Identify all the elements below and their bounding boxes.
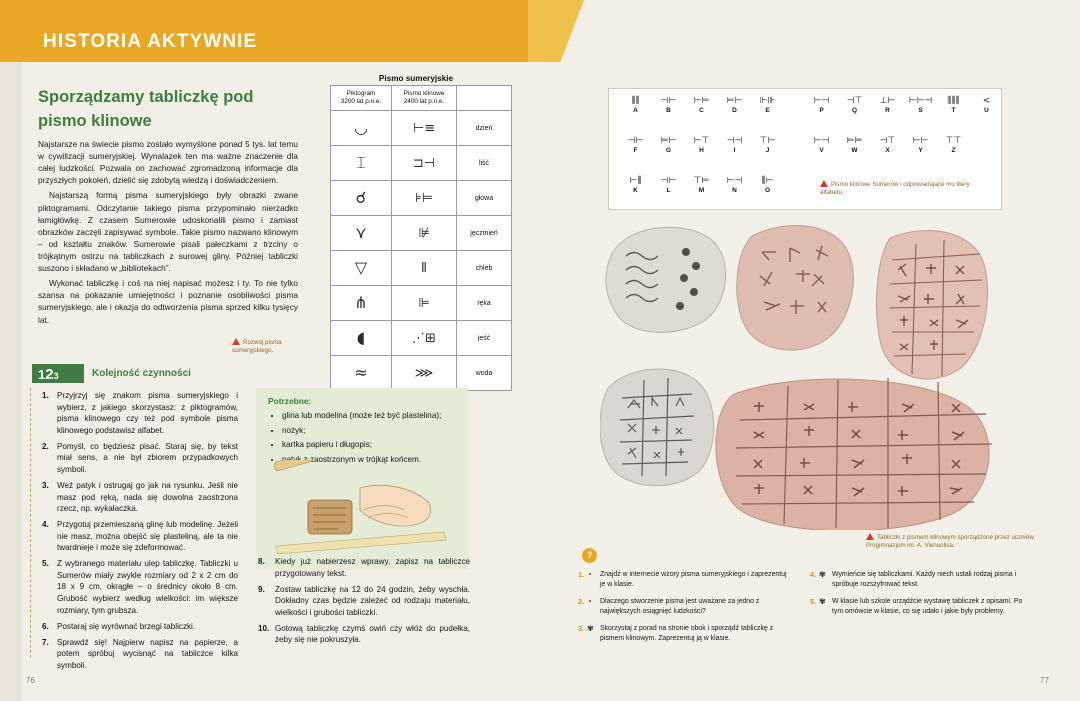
- alphabet-figure-caption: Pismo klinowe Sumerów i odpowiadające mu litery alfabetu.: [820, 181, 970, 197]
- alphabet-cell: ⊣⊢ F: [627, 136, 644, 154]
- list-item: • kartka papieru i długopis;: [282, 439, 458, 451]
- table-row: [331, 321, 512, 356]
- alphabet-cell: ⊢⊣ N: [726, 176, 743, 194]
- alphabet-cell: ⊤⊨ M: [693, 176, 710, 194]
- article-paragraph: Najstarsze na świecie pismo zostało wymyślone ponad 5 tys. lat temu w cywilizacji sumeryjskiej. Wynalazek ten ma ważne znaczenie dla całej ludzkości. Pozwala on zachować zgromadzoną informacje dla przyszłych pokoleń, dzielić się zdobytą wiedzą i doświadczeniem.: [38, 139, 298, 186]
- alphabet-cell: ⊣⊣ I: [726, 136, 743, 154]
- meaning-cell: woda: [457, 356, 512, 391]
- steps-list-right: [258, 556, 470, 650]
- meaning-cell: dzień: [457, 111, 512, 146]
- alphabet-cell: ⊢⊢⊣ S: [908, 96, 933, 114]
- column-header-pictogram: Piktogram 3200 lat p.n.e.: [331, 86, 392, 111]
- warning-triangle-icon: [820, 180, 828, 187]
- warning-triangle-icon: [232, 338, 240, 345]
- column-header-cuneiform: Pismo klinowe 2400 lat p.n.e.: [392, 86, 457, 111]
- list-item: 1. Przyjrzyj się znakom pisma sumeryjskiego i wybierz, z jakiego skorzystasz: z piktogramów, pisma klinowego czy też pod symbole pisma klinowego podstawisz alfabet.: [42, 391, 238, 435]
- questions-column-2: [810, 570, 1028, 624]
- alphabet-row: [805, 137, 970, 154]
- alphabet-cell: ⊢⫼ K: [629, 176, 642, 194]
- meaning-cell: głowa: [457, 181, 512, 216]
- question-item: 3. ✾ Skorzystaj z porad na stronie obok i sporządź tabliczkę z pismem klinowym. Zaprezentuj ją w klasie.: [578, 624, 774, 642]
- table-title: Pismo sumeryjskie: [378, 74, 454, 83]
- clay-tablets-photo: [600, 218, 1004, 530]
- questions-marker: ?: [582, 548, 597, 563]
- pencil-icon: ◔: [587, 570, 592, 579]
- list-item: 10. Gotową tabliczkę czymś owiń czy włóż do pudełka, żeby się nie pokruszyła.: [258, 623, 470, 645]
- list-item: 3. Weź patyk i ostrugaj go jak na rysunku. Jeśli nie masz pod ręką, nada się dowolna zaostrzona rzecz, np. wykałaczka.: [42, 480, 238, 514]
- table-row: [331, 356, 512, 391]
- article-body: [38, 138, 298, 329]
- cuneiform-cell: ⊐⊣: [392, 146, 457, 181]
- pictogram-cell: ◖: [331, 321, 392, 356]
- left-margin-strip: [0, 0, 22, 701]
- photo-caption: Tabliczki z pismem klinowym sporządzone przez uczniów Progimnazjum im. A. Vienuolisa.: [866, 534, 1034, 550]
- list-item: 4. Przygotuj przemieszaną glinę lub modelinę. Jeżeli nie masz, można obejść się plasteliną, ale ta nie twardnieje i może się zdeformować.: [42, 520, 238, 553]
- alphabet-cell: ⊨⊨ W: [846, 136, 863, 154]
- table-row: [331, 146, 512, 181]
- alphabet-cell: ⊥⊢ R: [879, 96, 896, 114]
- hand-icon: ✾: [819, 597, 826, 606]
- column-header-meaning: [457, 86, 512, 111]
- alphabet-row: [619, 177, 784, 194]
- alphabet-cell: ⊢⊤ H: [693, 136, 710, 154]
- question-item: 5. ✾ W klasie lub szkole urządźcie wystawę tabliczek z opisami. Po tym omówcie w klasie, co się udało i jakie były problemy.: [810, 597, 1023, 615]
- page-title: HISTORIA AKTYWNIE: [43, 31, 258, 52]
- table-row: [331, 111, 512, 146]
- page-number-right: 77: [1040, 676, 1049, 685]
- steps-title: Kolejność czynności: [92, 368, 191, 379]
- meaning-cell: chleb: [457, 251, 512, 286]
- pictogram-cell: ▽: [331, 251, 392, 286]
- meaning-cell: ręka: [457, 286, 512, 321]
- table-row: [331, 216, 512, 251]
- alphabet-cell: ⊤⊢ J: [759, 136, 776, 154]
- alphabet-cell: ⊨⊢ D: [726, 96, 743, 114]
- tablet-pink-1: [737, 226, 854, 351]
- table-row: [331, 251, 512, 286]
- alphabet-cell: ⊢⊣ V: [813, 136, 830, 154]
- question-item: 1. ◔ Znajdź w internecie wzory pisma sumeryjskiego i zaprezentuj je w klasie.: [578, 570, 787, 588]
- alphabet-cell: ⊤⊤ Z: [945, 136, 962, 154]
- list-item: 9. Zostaw tabliczkę na 12 do 24 godzin, żeby wyschła. Dokładny czas będzie zależeć od rodzaju materiału, wielkości i grubości tabliczki.: [258, 584, 470, 617]
- alphabet-cell: < U: [982, 96, 991, 114]
- list-item: 8. Kiedy już nabierzesz wprawy, zapisz na tabliczce przygotowany tekst.: [258, 557, 470, 578]
- list-item: • glina lub modelina (może też być plastelina);: [282, 410, 458, 422]
- alphabet-row: [619, 137, 784, 154]
- question-item: 4. ✾ Wymieńcie się tabliczkami. Każdy niech ustali rodzaj pisma i spróbuje rozszyfrować tekst.: [810, 570, 1017, 588]
- alphabet-cell: ⫼⫼⫼ T: [947, 96, 960, 114]
- warning-triangle-icon: [866, 533, 874, 540]
- alphabet-row: [619, 97, 784, 114]
- cuneiform-cell: ⊢≡: [392, 111, 457, 146]
- cuneiform-cell: ⋰⊞: [392, 321, 457, 356]
- article-paragraph: Najstarszą formą pisma sumeryjskiego były obrazki zwane piktogramami. Odczytanie takiego pisma przypominało nierzadko łamigłówkę. Z czasem Sumerowie udoskonalili pismo i zamiast obrazków zaczęli zapisywać symbole. Takie pismo nazwano klinowym – od kształtu znaków. Sumerowie pisali pałeczkami z trzciny o trójkątnym ostrzu na tabliczkach z surowej gliny. Później tabliczki suszono i składano w „bibliotekach”.: [38, 190, 298, 274]
- list-item: • patyk z zaostrzonym w trójkąt końcem.: [282, 454, 458, 466]
- pictogram-cell: ◡: [331, 111, 392, 146]
- cuneiform-cell: ⫴: [392, 251, 457, 286]
- article-paragraph: Wykonać tabliczkę i coś na niej napisać możesz i ty. To nie tylko szansa na pokazanie umiejętności i poznanie osobliwości pisma sumeryjskiego, ale i okazja do odtworzenia pisma sprzed kilku tysięcy lat.: [38, 278, 298, 325]
- table-row: [331, 181, 512, 216]
- alphabet-cell: ⊣⊤ Q: [846, 96, 863, 114]
- tablet-pink-large: [716, 378, 992, 530]
- article-title: Sporządzamy tabliczkę pod pismo klinowe: [38, 88, 254, 130]
- tablet-pink-grid: [876, 230, 987, 378]
- list-item: • nożyk;: [282, 425, 458, 437]
- steps-list-left: [42, 390, 238, 676]
- cuneiform-cell: ⋙: [392, 356, 457, 391]
- list-item: 5. Z wybranego materiału ulep tabliczkę. Tabliczki u Sumerów miały zwykle rozmiary od 2 x 2 cm do 18 x 9 cm, okrągłe – o średnicy około 8 cm. Grubość wybierz według wielkości: im większe rozmiary, tym grubsza.: [42, 559, 238, 615]
- page-number-left: 76: [26, 676, 35, 685]
- pictogram-cell: ≈: [331, 356, 392, 391]
- tablet-grey-2: [600, 369, 714, 486]
- list-item: 2. Pomyśl, co będziesz pisać. Staraj się, by tekst miał sens, a nie był zbiorem przypadkowych symboli.: [42, 441, 238, 474]
- pictogram-cell: ⋔: [331, 286, 392, 321]
- alphabet-cell: ⊩⊪ E: [759, 96, 776, 114]
- cuneiform-cell: ⊧⊨: [392, 181, 457, 216]
- hand-icon: ✾: [587, 624, 594, 633]
- alphabet-cell: ⊢⊨ C: [693, 96, 710, 114]
- alphabet-row: [805, 97, 1003, 114]
- list-item: 7. Sprawdź się! Najpierw napisz na papierze, a potem spróbuj wycisnąć na tabliczce kilka symboli.: [42, 637, 238, 670]
- questions-column-1: [578, 570, 788, 651]
- materials-title: Potrzebne:: [268, 396, 312, 406]
- sumerian-script-table: [330, 74, 502, 391]
- table-row: [331, 286, 512, 321]
- table-header-row: [331, 86, 512, 111]
- alphabet-cell: ⫼⫼ A: [631, 96, 640, 114]
- pictogram-cell: ⋎: [331, 216, 392, 251]
- cuneiform-cell: ⊫: [392, 286, 457, 321]
- materials-list: [256, 410, 468, 466]
- hand-writing-illustration: [268, 460, 458, 560]
- hand-icon: ✾: [819, 570, 826, 579]
- alphabet-cell: ⊢⊢ Y: [912, 136, 929, 154]
- table-caption: Rozwój pisma sumeryjskiego.: [232, 339, 282, 355]
- pencil-icon: ◔: [587, 597, 592, 606]
- alphabet-cell: ⊣⊤ X: [879, 136, 896, 154]
- list-item: 6. Postaraj się wyrównać brzegi tabliczki.: [42, 621, 196, 631]
- alphabet-cell: ⊢⊣ P: [813, 96, 830, 114]
- meaning-cell: liść: [457, 146, 512, 181]
- steps-flag-numbers: 123: [38, 366, 59, 383]
- pictogram-cell: ☌: [331, 181, 392, 216]
- alphabet-cell: ⫼⊢ O: [761, 176, 774, 194]
- pictogram-cell: ⌶: [331, 146, 392, 181]
- tablet-grey-1: [606, 227, 726, 332]
- alphabet-cell: ⊣⊢ B: [660, 96, 677, 114]
- cuneiform-cell: ⊯: [392, 216, 457, 251]
- question-item: 2. ◔ Dlaczego stworzenie pisma jest uważane za jedno z największych osiągnięć ludzkości?: [578, 597, 760, 615]
- meaning-cell: jęczmień: [457, 216, 512, 251]
- alphabet-cell: ⊣⊢ L: [660, 176, 677, 194]
- alphabet-cell: ⊨⊢ G: [660, 136, 677, 154]
- meaning-cell: jeść: [457, 321, 512, 356]
